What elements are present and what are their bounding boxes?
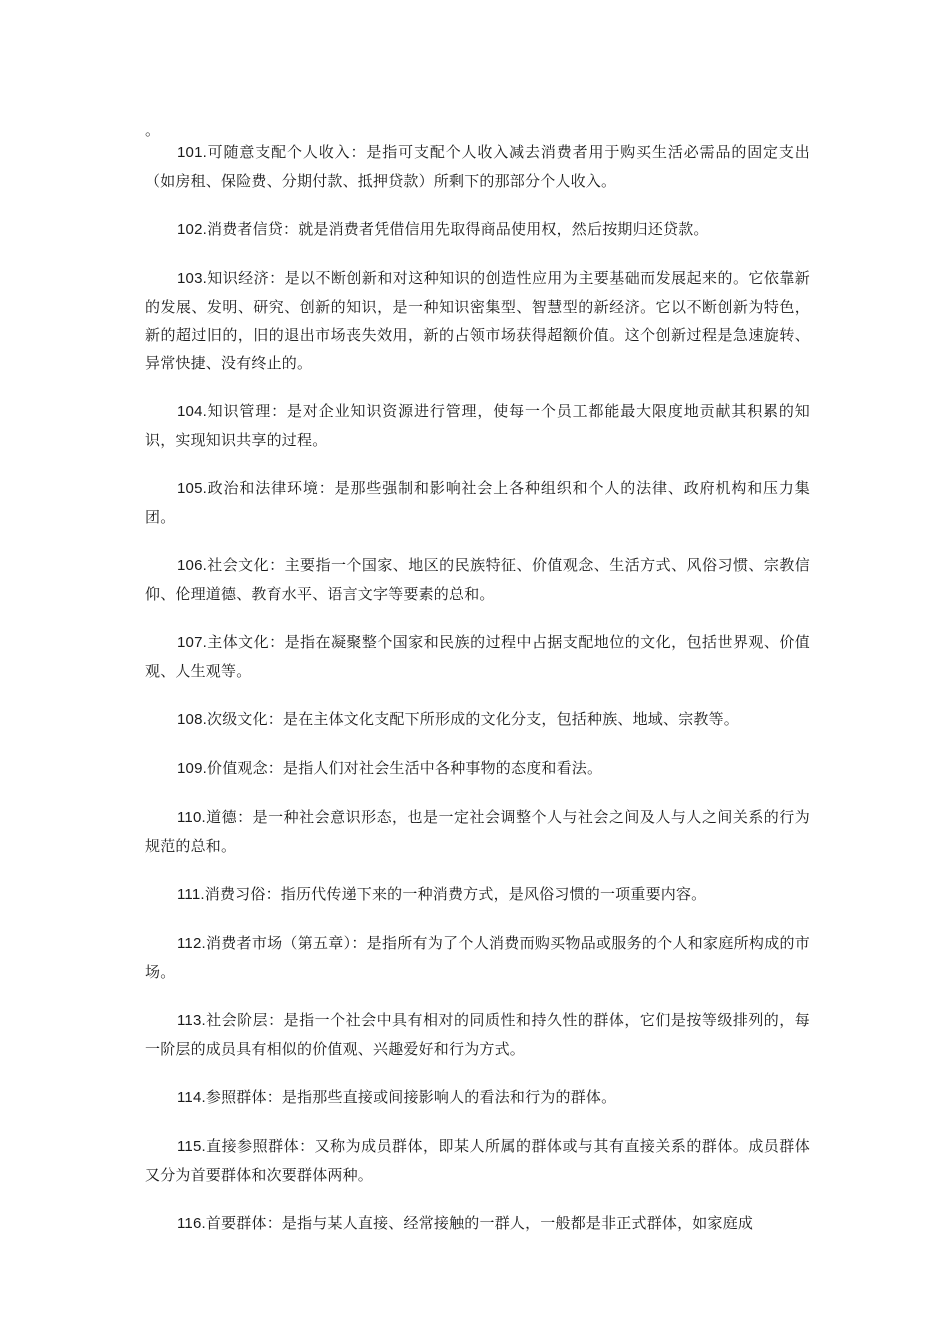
entry-text: 道德：是一种社会意识形态，也是一定社会调整个人与社会之间及人与人之间关系的行为规范的总和。: [145, 808, 810, 855]
definition-entry: [145, 138, 810, 195]
entry-number: 110.: [177, 809, 206, 826]
definition-entry: [145, 474, 810, 531]
entry-number: 109.: [177, 760, 207, 777]
entry-number: 105.: [177, 480, 207, 497]
entry-text: 次级文化：是在主体文化支配下所形成的文化分支，包括种族、地域、宗教等。: [207, 710, 740, 728]
entry-text: 可随意支配个人收入：是指可支配个人收入减去消费者用于购买生活必需品的固定支出（如房租、保险费、分期付款、抵押贷款）所剩下的那部分个人收入。: [145, 143, 810, 190]
entry-number: 106.: [177, 557, 207, 574]
definition-entry: [145, 754, 810, 783]
entry-number: 103.: [177, 270, 207, 287]
entry-number: 113.: [177, 1012, 206, 1029]
definition-entry: [145, 1006, 810, 1063]
document-body: [145, 116, 810, 1258]
definition-entry: [145, 1132, 810, 1189]
entry-number: 116.: [177, 1215, 206, 1232]
entry-number: 101.: [177, 144, 207, 161]
definition-entry: [145, 628, 810, 685]
entry-text: 消费者信贷：就是消费者凭借信用先取得商品使用权，然后按期归还贷款。: [207, 220, 709, 238]
entry-number: 102.: [177, 221, 207, 238]
definition-entry: [145, 551, 810, 608]
entry-text: 社会阶层：是指一个社会中具有相对的同质性和持久性的群体，它们是按等级排列的，每一阶层的成员具有相似的价值观、兴趣爱好和行为方式。: [145, 1011, 810, 1058]
definition-entry: [145, 705, 810, 734]
entry-number: 111.: [177, 886, 205, 903]
definition-entry: [145, 264, 810, 377]
entry-text: 首要群体：是指与某人直接、经常接触的一群人，一般都是非正式群体，如家庭成: [205, 1214, 754, 1232]
entry-text: 参照群体：是指那些直接或间接影响人的看法和行为的群体。: [205, 1088, 617, 1106]
entry-text: 价值观念：是指人们对社会生活中各种事物的态度和看法。: [207, 759, 603, 777]
entry-text: 直接参照群体：又称为成员群体，即某人所属的群体或与其有直接关系的群体。成员群体又分为首要群体和次要群体两种。: [145, 1137, 810, 1184]
entry-number: 114.: [177, 1089, 206, 1106]
definition-list: [145, 138, 810, 1238]
entry-text: 社会文化：主要指一个国家、地区的民族特征、价值观念、生活方式、风俗习惯、宗教信仰、伦理道德、教育水平、语言文字等要素的总和。: [145, 556, 810, 603]
definition-entry: [145, 397, 810, 454]
entry-number: 104.: [177, 403, 207, 420]
entry-text: 政治和法律环境：是那些强制和影响社会上各种组织和个人的法律、政府机构和压力集团。: [145, 479, 810, 526]
entry-text: 主体文化：是指在凝聚整个国家和民族的过程中占据支配地位的文化，包括世界观、价值观、人生观等。: [145, 633, 810, 680]
leading-punctuation: 。: [145, 121, 161, 139]
entry-number: 108.: [177, 711, 207, 728]
definition-entry: [145, 1083, 810, 1112]
definition-entry: [145, 880, 810, 909]
definition-entry: [145, 929, 810, 986]
entry-number: 112.: [177, 935, 206, 952]
entry-text: 消费习俗：指历代传递下来的一种消费方式，是风俗习惯的一项重要内容。: [204, 885, 707, 903]
definition-entry: [145, 215, 810, 244]
entry-text: 知识管理：是对企业知识资源进行管理，使每一个员工都能最大限度地贡献其积累的知识，实现知识共享的过程。: [145, 402, 810, 449]
entry-number: 107.: [177, 634, 207, 651]
entry-text: 消费者市场（第五章）：是指所有为了个人消费而购买物品或服务的个人和家庭所构成的市场。: [145, 934, 810, 981]
definition-entry: [145, 803, 810, 860]
definition-entry: [145, 1209, 810, 1238]
entry-text: 知识经济：是以不断创新和对这种知识的创造性应用为主要基础而发展起来的。它依靠新的发展、发明、研究、创新的知识，是一种知识密集型、智慧型的新经济。它以不断创新为特色，新的超过旧的，旧的退出市场丧失效用，新的占领市场获得超额价值。这个创新过程是急速旋转、异常快捷、没有终止的。: [145, 269, 810, 372]
entry-number: 115.: [177, 1138, 206, 1155]
